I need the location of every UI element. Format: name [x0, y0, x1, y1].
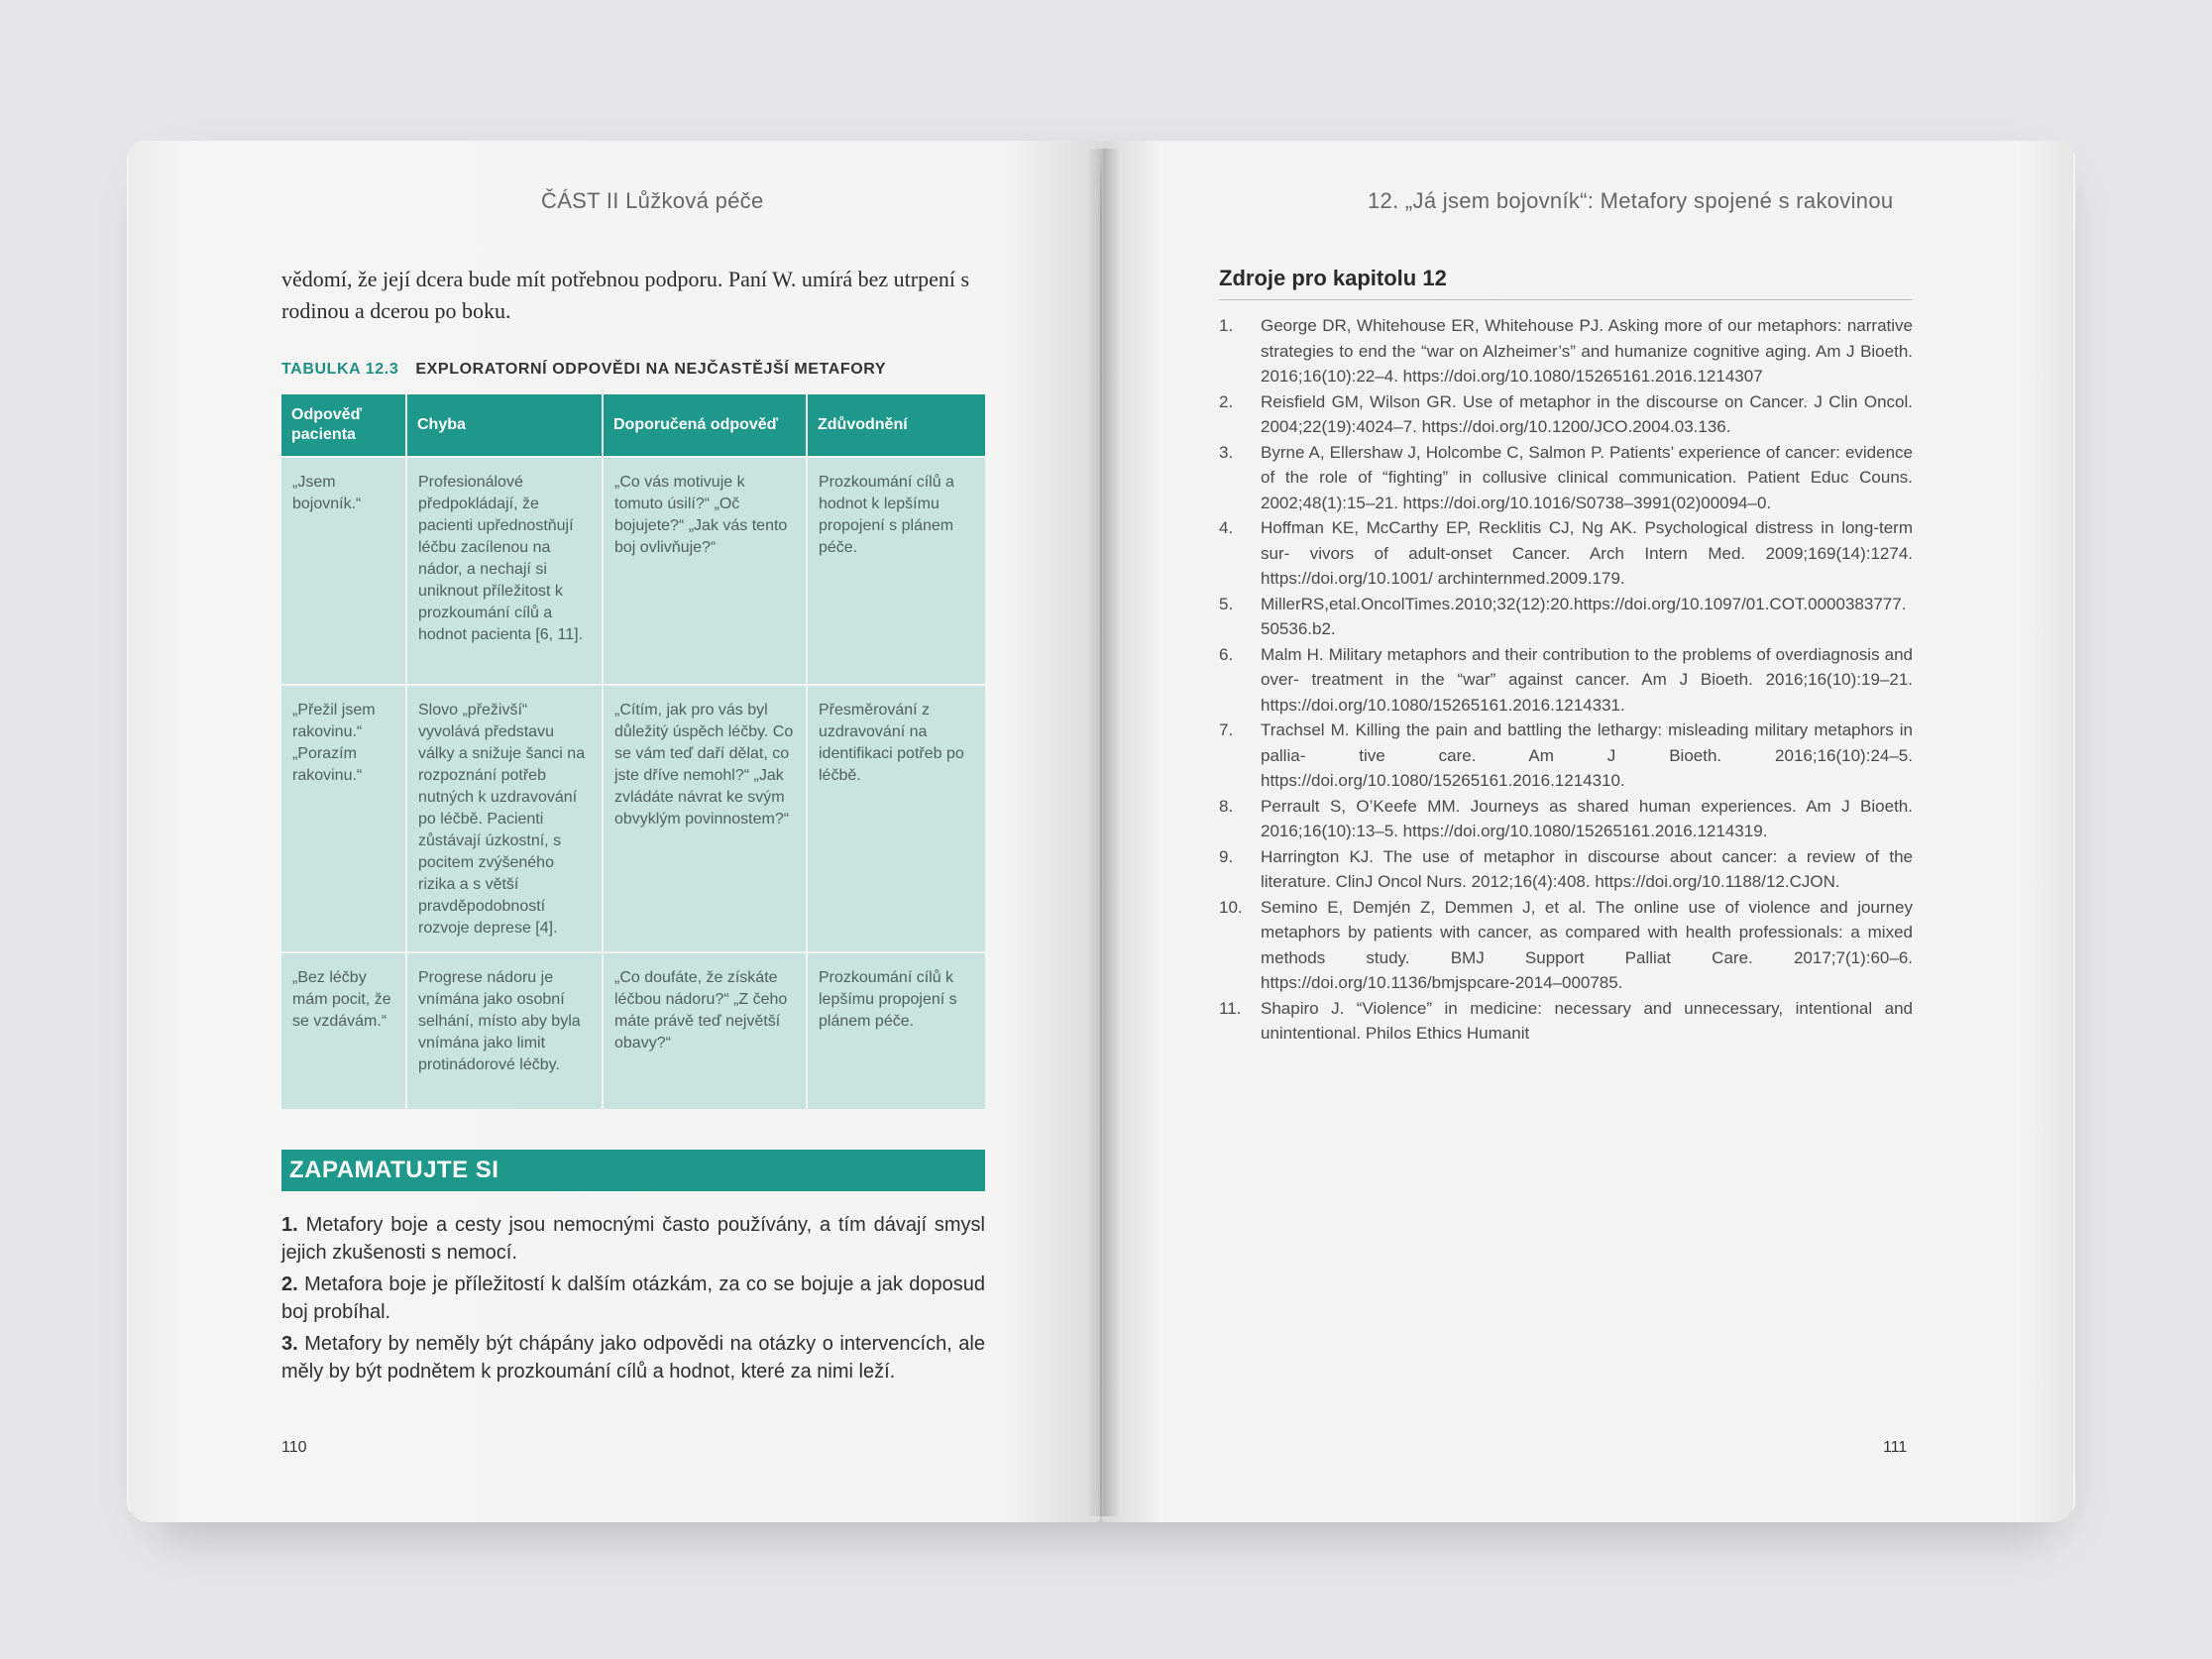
reference-number: 1.: [1219, 316, 1234, 335]
reference-text: MillerRS,etal.OncolTimes.2010;32(12):20.https://doi.org/10.1097/01.COT.0000383777.50536.b2.: [1261, 594, 1907, 638]
list-item: [281, 1330, 985, 1385]
reference-text: Hoffman KE, McCarthy EP, Recklitis CJ, Ng AK. Psychological distress in long-term sur- vivors of adult-onset Cancer. Arch Intern Med. 2009;169(14):1274. https://doi.org/10.1001/ archinternmed.2009.179.: [1261, 518, 1913, 588]
table-cell: „Bez léčby mám pocit, že se vzdávám.“: [281, 952, 406, 1109]
reference-number: 2.: [1219, 391, 1234, 411]
reference-number: 10.: [1219, 897, 1243, 917]
reference-number: 7.: [1219, 720, 1234, 739]
left-page: [129, 141, 1100, 1522]
reference-text: Shapiro J. “Violence” in medicine: necessary and unnecessary, intentional and unintentional. Philos Ethics Humanit: [1261, 998, 1913, 1043]
item-number: 3.: [281, 1333, 298, 1355]
reference-item: [1219, 642, 1913, 719]
table-cell: „Přežil jsem rakovinu.“ „Porazím rakovinu.“: [281, 685, 406, 952]
remember-heading: ZAPAMATUJTE SI: [281, 1150, 985, 1191]
reference-text: Byrne A, Ellershaw J, Holcombe C, Salmon P. Patients’ experience of cancer: evidence of the role of “fighting” in collusive clinical communication. Patient Educ Couns. 2002;48(1):15–21. https://doi.org/10.1016/S0738–3991(02)00094–0.: [1261, 442, 1913, 512]
references-title: Zdroje pro kapitolu 12: [1219, 266, 1447, 290]
reference-item: [1219, 440, 1913, 516]
table-cell: Slovo „přeživší“ vyvolává představu války a snižuje šanci na rozpoznání potřeb nutných k uzdravování po léčbě. Pacienti zůstávají úzkostní, s pocitem zvýšeného rizika a s větší pravděpodobností rozvoje deprese [4].: [406, 685, 603, 952]
table-cell: „Co doufáte, že získáte léčbou nádoru?“ „Z čeho máte právě teď největší obavy?“: [603, 952, 807, 1109]
list-item: [281, 1211, 985, 1267]
reference-item: [1219, 996, 1913, 1047]
reference-item: [1219, 592, 1913, 642]
reference-item: [1219, 389, 1913, 440]
item-number: 2.: [281, 1273, 298, 1295]
page-number: 111: [1883, 1439, 1908, 1456]
reference-item: [1219, 718, 1913, 794]
reference-number: 4.: [1219, 518, 1234, 537]
table-cell: „Co vás motivuje k tomuto úsilí?“ „Oč bojujete?“ „Jak vás tento boj ovlivňuje?“: [603, 457, 807, 685]
list-item: [281, 1271, 985, 1326]
reference-item: [1219, 313, 1913, 389]
reference-text: Perrault S, O’Keefe MM. Journeys as shared human experiences. Am J Bioeth. 2016;16(10):13–5. https://doi.org/10.1080/15265161.2016.1214319.: [1261, 796, 1913, 840]
table-row: [281, 457, 985, 685]
table-cell: Prozkoumání cílů k lepšímu propojení s plánem péče.: [807, 952, 985, 1109]
reference-number: 11.: [1219, 998, 1242, 1018]
remember-list: [281, 1211, 985, 1389]
right-page: [1102, 141, 2073, 1522]
item-text: Metafory by neměly být chápány jako odpovědi na otázky o intervencích, ale měly by být podnětem k prozkoumání cílů a hodnot, které za nimi leží.: [281, 1333, 985, 1382]
table-row: [281, 685, 985, 952]
table-caption: [281, 361, 886, 379]
running-head: ČÁST II Lůžková péče: [541, 188, 764, 213]
table-cell: Přesměrování z uzdravování na identifikaci potřeb po léčbě.: [807, 685, 985, 952]
body-paragraph: vědomí, že její dcera bude mít potřebnou podporu. Paní W. umírá bez utrpení s rodinou a dcerou po boku.: [281, 267, 970, 323]
item-number: 1.: [281, 1214, 298, 1236]
reference-number: 8.: [1219, 796, 1234, 816]
reference-item: [1219, 794, 1913, 844]
page-number: 110: [281, 1439, 307, 1456]
reference-text: Harrington KJ. The use of metaphor in discourse about cancer: a review of the literature. ClinJ Oncol Nurs. 2012;16(4):408. https://doi.org/10.1188/12.CJON.: [1261, 846, 1913, 891]
table-label: TABULKA 12.3: [281, 361, 399, 378]
reference-number: 5.: [1219, 594, 1234, 613]
reference-text: George DR, Whitehouse ER, Whitehouse PJ. Asking more of our metaphors: narrative strategies to end the “war on Alzheimer’s” and humanize cognitive aging. Am J Bioeth. 2016;16(10):22–4. https://doi.org/10.1080/15265161.2016.1214307: [1261, 316, 1913, 386]
item-text: Metafora boje je příležitostí k dalším otázkám, za co se bojuje a jak doposud boj probíhal.: [281, 1273, 985, 1323]
table-cell: „Cítím, jak pro vás byl důležitý úspěch léčby. Co se vám teď daří dělat, co jste dříve nemohl?“ „Jak zvládáte návrat ke svým obvyklým povinnostem?“: [603, 685, 807, 952]
column-header: Odpověď pacienta: [281, 394, 406, 457]
column-header: Zdůvodnění: [807, 394, 985, 457]
reference-item: [1219, 844, 1913, 895]
table-title: EXPLORATORNÍ ODPOVĚDI NA NEJČASTĚJŠÍ METAFORY: [415, 361, 887, 378]
table-cell: Profesionálové předpokládají, že pacienti upřednostňují léčbu zacílenou na nádor, a nechají si uniknout příležitost k prozkoumání cílů a hodnot pacienta [6, 11].: [406, 457, 603, 685]
column-header: Doporučená odpověď: [603, 394, 807, 457]
reference-number: 9.: [1219, 846, 1234, 866]
reference-text: Malm H. Military metaphors and their contribution to the problems of overdiagnosis and over- treatment in the “war” against cancer. Am J Bioeth. 2016;16(10):19–21. https://doi.org/10.1080/15265161.2016.1214331.: [1261, 644, 1913, 715]
book-spine-shadow: [1086, 149, 1120, 1516]
table-header-row: [281, 394, 985, 457]
metaphor-table: [281, 394, 985, 1109]
reference-number: 3.: [1219, 442, 1234, 462]
table-cell: Prozkoumání cílů a hodnot k lepšímu propojení s plánem péče.: [807, 457, 985, 685]
running-head: 12. „Já jsem bojovník“: Metafory spojené s rakovinou: [1368, 188, 1894, 213]
reference-item: [1219, 515, 1913, 592]
reference-item: [1219, 895, 1913, 996]
reference-text: Trachsel M. Killing the pain and battling the lethargy: misleading military metaphors in pallia- tive care. Am J Bioeth. 2016;16(10):24–5. https://doi.org/10.1080/15265161.2016.1214310.: [1261, 720, 1913, 790]
reference-text: Semino E, Demjén Z, Demmen J, et al. The online use of violence and journey metaphors by patients with cancer, as compared with health professionals: a mixed methods study. BMJ Support Palliat Care. 2017;7(1):60–6. https://doi.org/10.1136/bmjspcare-2014–000785.: [1261, 897, 1913, 992]
reference-number: 6.: [1219, 644, 1234, 664]
title-rule: [1219, 299, 1913, 300]
references-list: [1219, 313, 1913, 1047]
reference-text: Reisfield GM, Wilson GR. Use of metaphor in the discourse on Cancer. J Clin Oncol. 2004;22(19):4024–7. https://doi.org/10.1200/JCO.2004.03.136.: [1261, 391, 1913, 436]
table-row: [281, 952, 985, 1109]
table-cell: „Jsem bojovník.“: [281, 457, 406, 685]
table-cell: Progrese nádoru je vnímána jako osobní selhání, místo aby byla vnímána jako limit protinádorové léčby.: [406, 952, 603, 1109]
column-header: Chyba: [406, 394, 603, 457]
item-text: Metafory boje a cesty jsou nemocnými často používány, a tím dávají smysl jejich zkušenosti s nemocí.: [281, 1214, 986, 1264]
